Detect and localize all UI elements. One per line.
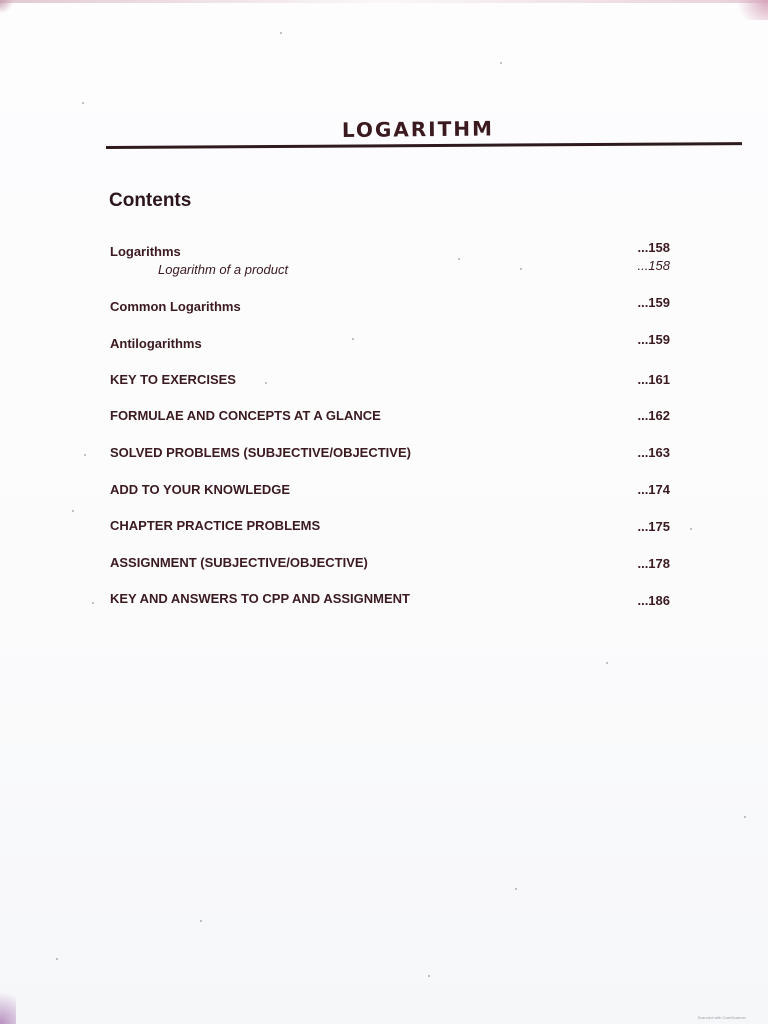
toc-entry-page: ...158 (637, 258, 670, 273)
scan-speck (428, 975, 430, 977)
page-corner-shadow (732, 0, 768, 20)
toc-entry (110, 408, 670, 426)
scan-speck (458, 258, 460, 260)
toc-entry-page: ...162 (637, 408, 670, 423)
scan-speck (72, 510, 74, 512)
scan-speck (606, 662, 608, 664)
toc-entry-page: ...174 (637, 482, 670, 497)
scan-speck (744, 816, 746, 818)
toc-entry-label: Antilogarithms (110, 336, 202, 351)
scan-speck (690, 528, 692, 530)
scan-speck (200, 920, 202, 922)
scan-speck (280, 32, 282, 34)
toc-entry (110, 332, 670, 354)
scan-speck (84, 454, 86, 456)
scan-speck (92, 602, 94, 604)
toc-entry (110, 555, 670, 573)
toc-entry-label: Logarithm of a product (158, 262, 289, 277)
scan-speck (352, 338, 354, 340)
toc-subentry (110, 258, 670, 280)
scan-speck (500, 62, 502, 64)
toc-entry (110, 518, 670, 536)
contents-heading: Contents (109, 190, 192, 211)
scan-speck (515, 888, 517, 890)
toc-entry (110, 240, 670, 262)
toc-entry-page: ...159 (637, 295, 670, 310)
toc-entry (110, 372, 670, 390)
toc-entry-label: SOLVED PROBLEMS (SUBJECTIVE/OBJECTIVE) (110, 445, 411, 460)
chapter-title: LOGARITHM (341, 116, 495, 142)
page-corner-shadow (0, 984, 16, 1024)
toc-entry-label: KEY AND ANSWERS TO CPP AND ASSIGNMENT (110, 591, 410, 606)
toc-entry-label: CHAPTER PRACTICE PROBLEMS (110, 518, 321, 533)
title-underline (106, 142, 742, 149)
scan-speck (520, 268, 522, 270)
toc-entry (110, 445, 670, 463)
toc-entry (110, 295, 670, 317)
toc-entry-page: ...186 (637, 593, 670, 608)
toc-entry-label: Common Logarithms (110, 299, 241, 314)
toc-entry-label: ADD TO YOUR KNOWLEDGE (110, 482, 291, 497)
scan-speck (265, 382, 267, 384)
toc-entry (110, 591, 670, 609)
toc-entry-page: ...161 (637, 372, 670, 387)
scan-speck (56, 958, 58, 960)
toc-entry-page: ...159 (637, 332, 670, 347)
scan-speck (82, 102, 84, 104)
page-top-edge (0, 0, 768, 3)
toc-entry (110, 482, 670, 500)
toc-entry-page: ...158 (637, 240, 670, 255)
toc-entry-label: ASSIGNMENT (SUBJECTIVE/OBJECTIVE) (110, 555, 368, 570)
toc-entry-label: FORMULAE AND CONCEPTS AT A GLANCE (110, 408, 381, 423)
toc-entry-page: ...175 (637, 519, 670, 534)
toc-entry-page: ...163 (637, 445, 670, 460)
toc-entry-label: KEY TO EXERCISES (110, 372, 236, 387)
scanner-watermark: Scanned with CamScanner (697, 1015, 746, 1020)
toc-entry-page: ...178 (637, 556, 670, 571)
toc-entry-label: Logarithms (110, 244, 181, 259)
